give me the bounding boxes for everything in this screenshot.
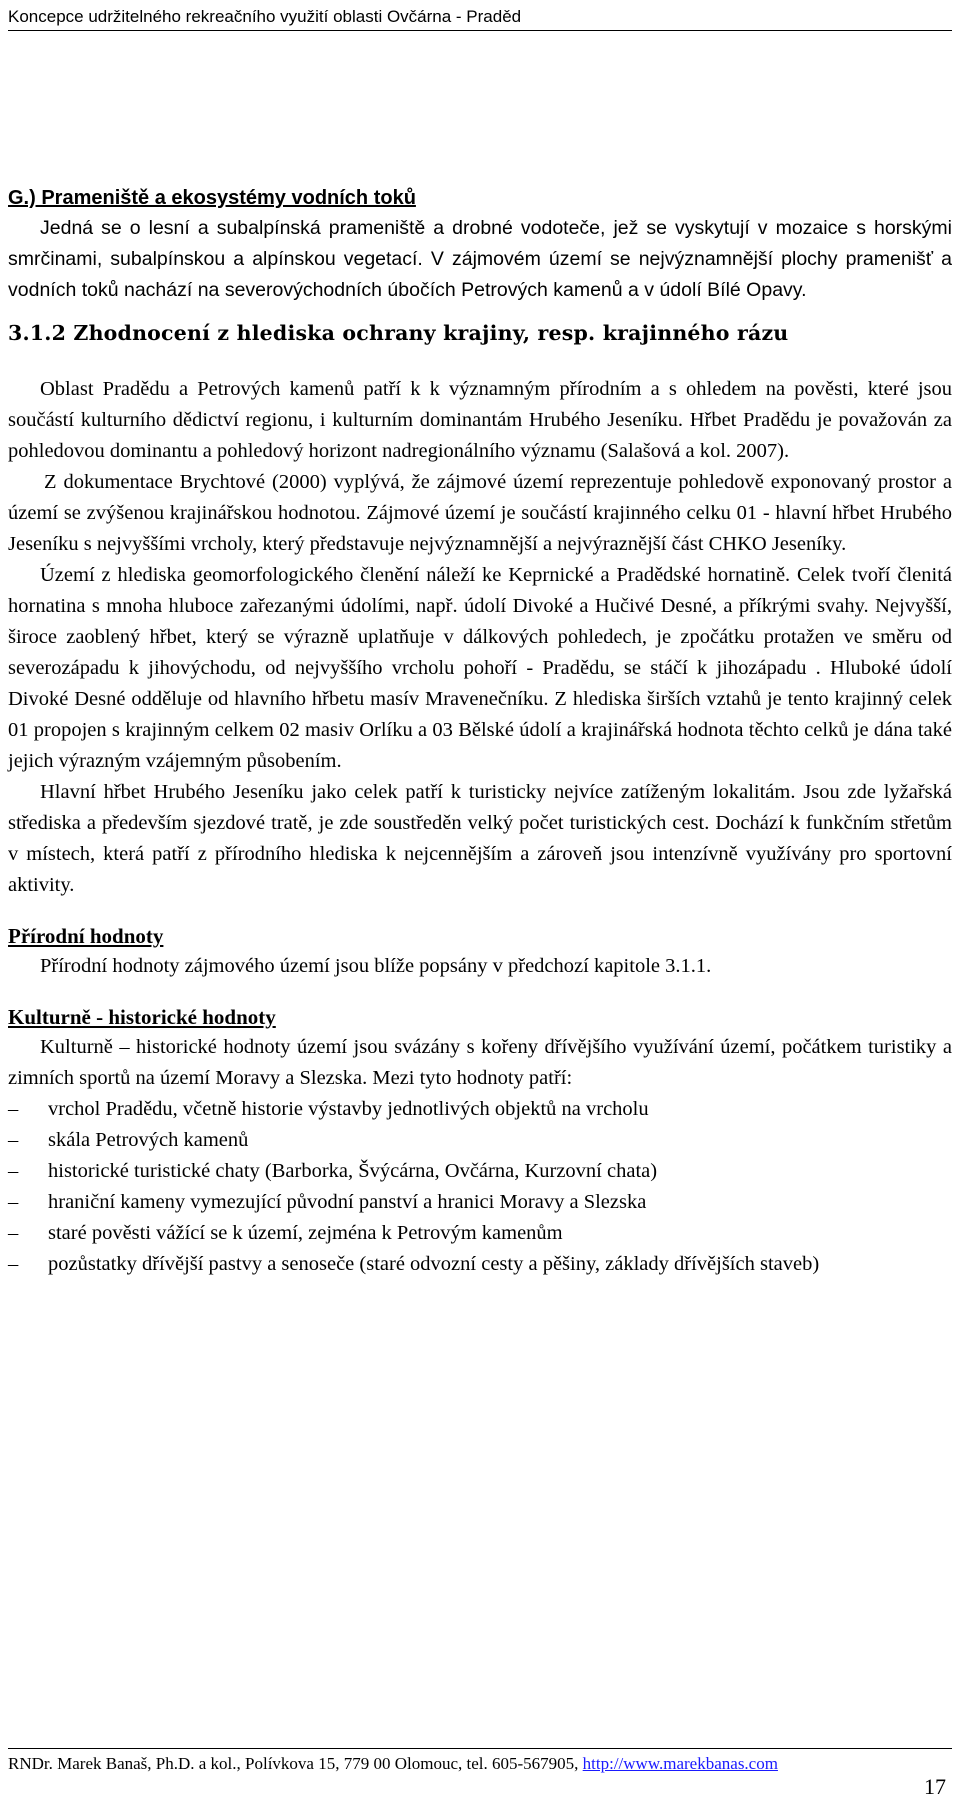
footer-text: RNDr. Marek Banaš, Ph.D. a kol., Polívkova 15, 779 00 Olomouc, tel. 605-567905, (8, 1754, 579, 1773)
list-item (8, 1249, 952, 1280)
section-g-paragraph: Jedná se o lesní a subalpínská prameniště a drobné vodoteče, jež se vyskytují v mozaice s horskými smrčinami, subalpínskou a alpínskou vegetací. V zájmovém území se nejvýznamnější plochy pramenišť a vodních toků nachází na severovýchodních úbočích Petrových kamenů a v údolí Bílé Opavy. (8, 217, 952, 301)
natural-values-heading: Přírodní hodnoty (8, 924, 164, 948)
list-item (8, 1094, 952, 1125)
landscape-paragraph-1: Oblast Pradědu a Petrových kamenů patří k k významným přírodním a s ohledem na pověsti, které jsou součástí kulturního dědictví regionu, i kulturním dominantám Hrubého Jeseníku. Hřbet Pradědu je považován za pohledovou dominantu a pohledový horizont nadregionálního významu (Salašová a kol. 2007). (8, 378, 952, 462)
page-footer (8, 1748, 952, 1775)
list-item-text: hraniční kameny vymezující původní panství a hranici Moravy a Slezska (48, 1191, 647, 1213)
page-header: Koncepce udržitelného rekreačního využití oblasti Ovčárna - Praděd (8, 6, 952, 31)
list-item (8, 1125, 952, 1156)
list-item (8, 1187, 952, 1218)
page-number: 17 (924, 1774, 946, 1799)
list-item (8, 1156, 952, 1187)
landscape-paragraph-3: Území z hlediska geomorfologického členění náleží ke Keprnické a Pradědské hornatině. Celek tvoří členitá hornatina s mnoha hluboce zařezanými údolími, např. údolí Divoké a Hučivé Desné, a příkrými svahy. Nejvyšší, široce zaoblený hřbet, který se výrazně uplatňuje v dálkových pohledech, je zpočátku protažen ve směru od severozápadu k jihovýchodu, od nejvyššího vrcholu pohoří - Pradědu, se stáčí k jihozápadu . Hluboké údolí Divoké Desné odděluje od hlavního hřbetu masív Mravenečníku. Z hlediska širších vztahů je tento krajinný celek 01 propojen s krajinným celkem 02 masiv Orlíku a 03 Bělské údolí a krajinářská hodnota těchto celků je dána také jejich výrazným vzájemným působením. (8, 564, 952, 772)
list-item (8, 1218, 952, 1249)
landscape-paragraph-2: Z dokumentace Brychtové (2000) vyplývá, že zájmové území reprezentuje pohledově exponovaný prostor a území se zvýšenou krajinářskou hodnotou. Zájmové území je součástí krajinného celku 01 - hlavní hřbet Hrubého Jeseníku s nejvyššími vrcholy, který představuje nejvýznamnější a nejvýraznější část CHKO Jeseníky. (8, 471, 952, 555)
list-item-text: staré pověsti vážící se k území, zejména k Petrovým kamenům (48, 1222, 563, 1244)
cultural-values-heading: Kulturně - historické hodnoty (8, 1005, 276, 1029)
natural-values-paragraph: Přírodní hodnoty zájmového území jsou blíže popsány v předchozí kapitole 3.1.1. (40, 955, 712, 977)
cultural-values-paragraph: Kulturně – historické hodnoty území jsou svázány s kořeny dřívějšího využívání území, počátkem turistiky a zimních sportů na území Moravy a Slezska. Mezi tyto hodnoty patří: (8, 1036, 952, 1089)
dash-bullet-icon: – (8, 1160, 19, 1182)
landscape-paragraph-4: Hlavní hřbet Hrubého Jeseníku jako celek patří k turisticky nejvíce zatíženým lokalitám. Jsou zde lyžařská střediska a především sjezdové tratě, je zde soustředěn velký počet turistických cest. Dochází k funkčním střetům v místech, která patří z přírodního hlediska k nejcennějším a zároveň jsou intenzívně využívány pro sportovní aktivity. (8, 781, 952, 896)
list-item-text: historické turistické chaty (Barborka, Švýcárna, Ovčárna, Kurzovní chata) (48, 1160, 658, 1182)
dash-bullet-icon: – (8, 1222, 19, 1244)
cultural-values-list (8, 1094, 952, 1280)
dash-bullet-icon: – (8, 1129, 19, 1151)
spacer (8, 982, 952, 1002)
list-item-text: pozůstatky dřívější pastvy a senoseče (staré odvozní cesty a pěšiny, základy dřívějších staveb) (48, 1253, 820, 1275)
list-item-text: vrchol Pradědu, včetně historie výstavby jednotlivých objektů na vrcholu (48, 1098, 649, 1120)
dash-bullet-icon: – (8, 1191, 19, 1213)
list-item-text: skála Petrových kamenů (48, 1129, 249, 1151)
spacer (8, 901, 952, 921)
dash-bullet-icon: – (8, 1253, 19, 1275)
section-3-1-2-heading: 3.1.2 Zhodnocení z hlediska ochrany krajiny, resp. krajinného rázu (8, 321, 789, 345)
footer-website-link[interactable]: http://www.marekbanas.com (582, 1754, 778, 1773)
dash-bullet-icon: – (8, 1098, 19, 1120)
section-g-heading: G.) Prameniště a ekosystémy vodních toků (8, 187, 416, 209)
document-body (8, 184, 952, 1280)
